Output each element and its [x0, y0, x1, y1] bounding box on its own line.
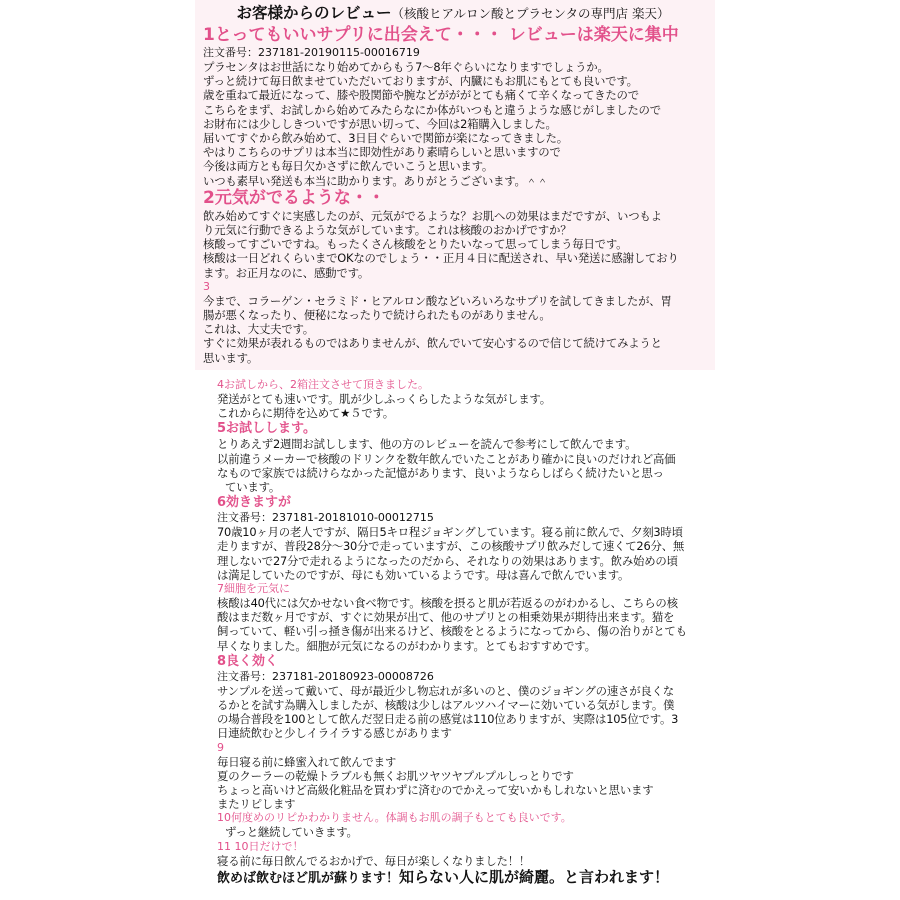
review-2: [203, 188, 711, 280]
review-line: こちらをまず、お試しから始めてみたらなにか体がいつもと違うような感じがしましたので: [203, 102, 661, 117]
review-line: 思います。: [203, 350, 259, 365]
review-body: [217, 392, 711, 420]
review-line: 核酸は40代には欠かせない食べ物です。核酸を摂ると肌が若返るのがわかるし、こちらの核: [217, 596, 678, 611]
review-8: [217, 653, 711, 741]
review-body: [217, 525, 711, 582]
review-body: [217, 825, 711, 839]
order-number: 注文番号：237181-20181010-00012715: [217, 511, 434, 525]
review-line: やはりこちらのサプリは本当に即効性があり素晴らしいと思いますので: [203, 145, 561, 160]
review-body: [203, 209, 711, 280]
review-11: [217, 840, 711, 868]
review-body: [217, 684, 711, 741]
review-body: [217, 596, 711, 653]
review-line: 歳を重ねて最近になって、膝や股関節や腕などがががとても痛くて辛くなってきたので: [203, 88, 639, 103]
review-3: [203, 280, 711, 365]
top-review-panel: [195, 0, 715, 370]
review-line: プラセンタはお世話になり始めてからもう7〜8年ぐらいになりますでしょうか。: [203, 60, 609, 74]
review-line: ます。お正月なのに、感動です。: [203, 265, 370, 280]
review-line: なもので家族では続けらなかった記憶があります、良いようならしばらく続けたいと思っ: [217, 465, 664, 480]
review-body: [217, 854, 711, 868]
review-body: [217, 437, 711, 494]
review-line: 発送がとても速いです。肌が少しふっくらしたような気がします。: [217, 392, 551, 406]
review-line: お財布には少ししきついですが思い切って、今回は2箱購入しました。: [203, 116, 557, 131]
review-title: 1とってもいいサプリに出会えて・・・ レビューは楽天に集中: [203, 25, 679, 45]
review-body: [203, 60, 711, 188]
review-line: これは、大丈夫です。: [203, 322, 314, 337]
review-body: [203, 294, 711, 365]
review-line: 寝る前に毎日飲んでるおかげで、毎日が楽しくなりました！！: [217, 853, 531, 868]
review-title: 7細胞を元気に: [217, 582, 290, 596]
closing-statement: [217, 868, 711, 888]
review-7: [217, 582, 711, 653]
review-line: 理しないで27分で走れるようになったのだから、それなりの効果はあります。飲み始めの頃: [217, 553, 678, 568]
review-title: 6効きますが: [217, 495, 292, 511]
header-title: お客様からのレビュー: [236, 4, 392, 22]
review-9: [217, 741, 711, 812]
review-line: ちょっと高いけど高級化粧品を買わずに済むのでかえって安いかもしれないと思います: [217, 783, 654, 798]
review-line: 酸はまだ数ヶ月ですが、すぐに効果が出て、他のサプリとの相乗効果が期待出来ます。猫を: [217, 610, 675, 625]
review-line: 今後は両方とも毎日欠かさずに飲んでいこうと思います。: [203, 159, 494, 174]
review-line: り元気に行動できるような気がしています。これは核酸のおかげですか？: [203, 223, 572, 238]
review-title: 3: [203, 279, 210, 293]
review-6: [217, 494, 711, 582]
review-line: ています。: [225, 480, 281, 495]
review-title: 4お試しから、2箱注文させて頂きました。: [217, 378, 429, 391]
review-title: 11 10日だけで！: [217, 839, 304, 853]
review-line: 70歳10ヶ月の老人ですが、隔日5キロ程ジョギングしています。寝る前に飲んで、夕刻3時頃: [217, 525, 683, 540]
review-5: [217, 420, 711, 494]
review-title: 8良く効く: [217, 653, 279, 669]
review-line: サンプルを送って戴いて、母が最近少し物忘れが多いのと、僕のジョギングの速さが良くな: [217, 683, 674, 698]
order-number: 注文番号：237181-20190115-00016719: [203, 46, 420, 59]
review-line: るかとを試す為購入しましたが、核酸は少しはアルツハイマーに効いている気がします。僕: [217, 698, 675, 713]
order-number: 注文番号：237181-20180923-00008726: [217, 669, 434, 683]
review-line: ずっと続けて毎日飲ませていただいておりますが、内臓にもお肌にもとても良いです。: [203, 74, 638, 89]
review-line: とりあえず2週間お試しします、他の方のレビューを読んで参考にして飲んでます。: [217, 437, 637, 452]
review-title: 5お試しします。: [217, 421, 317, 437]
review-line: は満足していたのですが、母にも効いているようです。母は喜んで飲んでいます。: [217, 567, 630, 582]
review-line: 核酸は一日どれくらいまでOKなのでしょう・・正月４日に配送され、早い発送に感謝しており: [203, 251, 679, 266]
review-line: 毎日寝る前に蜂蜜入れて飲んでます: [217, 754, 397, 769]
review-10: [217, 811, 711, 839]
review-line: 核酸ってすごいですね。もったくさん核酸をとりたいなって思ってしまう毎日です。: [203, 237, 628, 252]
review-title: 9: [217, 740, 224, 754]
review-line: 飲み始めてすぐに実感したのが、元気がでるような？お肌への効果はまだですが、いつもよ: [203, 208, 662, 223]
review-title: 2元気がでるような・・: [203, 187, 385, 208]
closing-part-1: 飲めば飲むほど肌が蘇ります！: [217, 870, 400, 886]
review-line: 腸が悪くなったり、便秘になったりで続けられたものがありません。: [203, 308, 551, 323]
review-line: 飼っていて、軽い引っ掻き傷が出来るけど、核酸をとるようになってから、傷の治りがとても: [217, 624, 687, 639]
review-line: またリピします: [217, 797, 296, 812]
review-4: [217, 378, 711, 420]
review-line: これからに期待を込めて★５です。: [217, 406, 394, 421]
review-title: 10何度めのリピかわかりません。体調もお肌の調子もとても良いです。: [217, 811, 572, 825]
review-line: 早くなりました。細胞が元気になるのがわかります。とてもおすすめです。: [217, 638, 596, 653]
review-line: の場合普段を100として飲んだ翌日走る前の感覚は110位ありますが、実際は105位です。3: [217, 712, 679, 727]
review-line: すぐに効果が表れるものではありませんが、飲んでいて安心するので信じて続けてみようと: [203, 336, 662, 351]
review-line: 夏のクーラーの乾燥トラブルも無くお肌ツヤツヤプルプルしっとりです: [217, 768, 574, 783]
review-body: [217, 755, 711, 812]
page-header: [203, 2, 703, 25]
review-line: 走りますが、普段28分〜30分で走っていますが、この核酸サプリ飲みだして速くて26分、無: [217, 539, 685, 554]
review-line: 日連続飲むと少しイライラする感じがあります: [217, 726, 452, 741]
closing-part-2: 知らない人に肌が綺麗。と言われます！: [399, 867, 670, 886]
review-line: いつも素早い発送も本当に助かります。ありがとうございます。＾＾: [203, 173, 549, 188]
review-line: 以前違うメーカーで核酸のドリンクを数年飲んでいたことがあり確かに良いのだけれど高価: [217, 451, 676, 466]
review-line: ずっと継続していきます。: [225, 825, 358, 840]
review-line: 届いてすぐから飲み始めて、3日目ぐらいで関節が楽になってきました。: [203, 131, 568, 146]
review-1: [203, 25, 711, 188]
bottom-review-panel: [195, 378, 715, 900]
header-subtitle: （核酸ヒアルロン酸とプラセンタの専門店 楽天）: [391, 6, 670, 21]
review-line: 今まで、コラーゲン・セラミド・ヒアルロン酸などいろいろなサプリを試してきましたが、胃: [203, 293, 672, 308]
